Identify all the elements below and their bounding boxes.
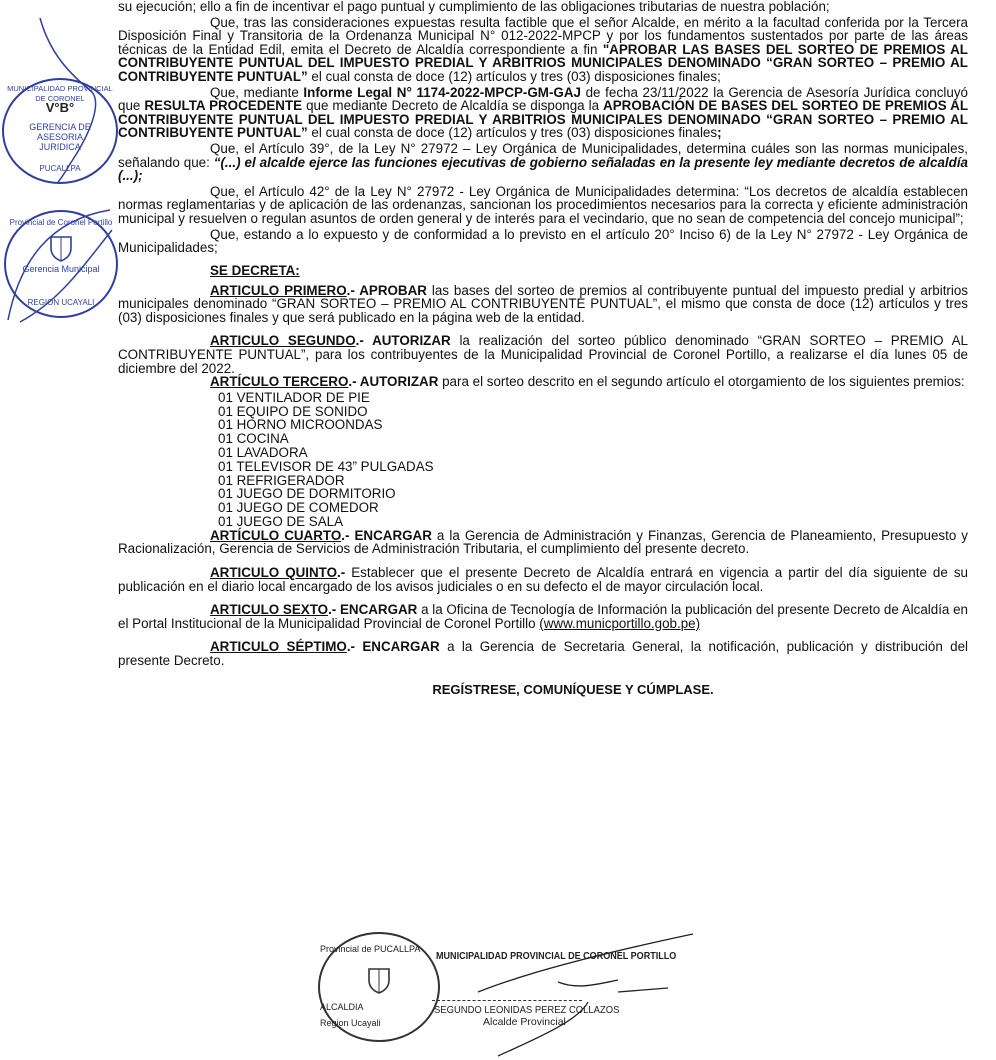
article-quinto: ARTICULO QUINTO.- Establecer que el presente Decreto de Alcaldía entrará en vigencia a partir del día siguiente de su publicación en el diario local encargado de los avisos judiciales o en su defecto el de mayor circulación local. bbox=[118, 565, 968, 594]
paragraph-intro: su ejecución; ello a fin de incentivar el pago puntual y cumplimiento de las obligaciones tributarias de nuestra población; bbox=[118, 0, 830, 14]
list-item: 01 HORNO MICROONDAS bbox=[218, 417, 383, 433]
list-item: 01 REFRIGERADOR bbox=[218, 472, 345, 488]
list-item: 01 JUEGO DE DORMITORIO bbox=[218, 486, 396, 502]
paragraph-article-39: Que, el Artículo 39°, de la Ley N° 27972 – Ley Orgánica de Municipalidades, determina cuáles son las normas municipales, señalando que: “(...) el alcalde ejerce las funciones ejecutivas de gobierno señaladas en la presente ley mediante decretos de alcaldía (...); bbox=[118, 140, 968, 184]
list-item: 01 VENTILADOR DE PIE bbox=[218, 389, 370, 405]
seal-ring-top: Provincial de Coronel Portillo bbox=[9, 218, 113, 227]
paragraph-considerations: Que, tras las consideraciones expuestas resulta factible que el señor Alcalde, en mérito a la facultad conferida por la Tercera Disposición Final y Transitoria de la Ordenanza Municipal N° 012-2022-MPCP y por los fundamentos sustentados por parte de las áreas técnicas de la Entidad Edil, emita el Decreto de Alcaldía correspondiente a fin "APROBAR LAS BASES DEL SORTEO DE PREMIOS AL CONTRIBUYENTE PUNTUAL DEL IMPUESTO PREDIAL Y ARBITRIOS MUNICIPALES DENOMINADO “GRAN SORTEO – PREMIO AL CONTRIBUYENTE PUNTUAL” el cual consta de doce (12) artículos y tres (03) disposiciones finales; bbox=[118, 14, 968, 84]
signatory-role: Alcalde Provincial bbox=[483, 1016, 566, 1028]
signature-block bbox=[318, 932, 698, 1060]
seal-line-3: JURIDICA bbox=[39, 142, 81, 152]
seal-line-1: Gerencia Municipal bbox=[22, 264, 100, 274]
seal-line-1: GERENCIA DE bbox=[29, 122, 91, 132]
article-segundo: ARTICULO SEGUNDO.- AUTORIZAR la realización del sorteo público denominado “GRAN SORTEO – PREMIO AL CONTRIBUYENTE PUNTUAL”, para los contribuyentes de la Municipalidad Provincial de Coronel Portillo, a realizarse el día lunes 05 de diciembre del 2022. bbox=[118, 333, 968, 376]
signature-institution: MUNICIPALIDAD PROVINCIAL DE CORONEL PORTILLO bbox=[436, 950, 677, 962]
prize-list bbox=[118, 391, 968, 529]
seal-ring-bottom: PUCALLPA bbox=[39, 164, 81, 173]
article-tercero: ARTÍCULO TERCERO.- AUTORIZAR para el sorteo descrito en el segundo artículo el otorgamiento de los siguientes premios: bbox=[210, 374, 965, 390]
coat-of-arms-icon bbox=[366, 966, 392, 994]
document-body bbox=[118, 0, 968, 697]
paragraph-conformity: Que, estando a lo expuesto y de conformidad a lo previsto en el artículo 20° Inciso 6) de la Ley N° 27972 - Ley Orgánica de Municipalidades; bbox=[118, 226, 968, 256]
seal-ring-bottom: REGION UCAYALI bbox=[27, 298, 95, 307]
stamp-mid: ALCALDIA bbox=[320, 1002, 364, 1012]
list-item: 01 JUEGO DE COMEDOR bbox=[218, 500, 379, 516]
article-sexto: ARTICULO SEXTO.- ENCARGAR a la Oficina de Tecnología de Información la publicación del presente Decreto de Alcaldía en el Portal Institucional de la Municipalidad Provincial de Coronel Portillo (www.municportillo.gob.pe) bbox=[118, 602, 969, 631]
signature-line bbox=[432, 1000, 582, 1001]
website-link[interactable]: (www.municportillo.gob.pe) bbox=[539, 615, 701, 631]
list-item: 01 LAVADORA bbox=[218, 445, 308, 461]
closing-formula: REGÍSTRESE, COMUNÍQUESE Y CÚMPLASE. bbox=[432, 681, 714, 697]
list-item: 01 TELEVISOR DE 43” PULGADAS bbox=[218, 458, 434, 474]
article-septimo: ARTICULO SÉPTIMO.- ENCARGAR a la Gerencia de Secretaria General, la notificación, publicación y distribución del presente Decreto. bbox=[118, 639, 968, 668]
seal-line-2: ASESORIA bbox=[36, 132, 83, 142]
article-primero: ARTICULO PRIMERO.- APROBAR las bases del sorteo de premios al contribuyente puntual del impuesto predial y arbitrios municipales denominado “GRAN SORTEO – PREMIO AL CONTRIBUYENTE PUNTUAL”, el mismo que consta de doce (12) artículos y tres (03) disposiciones finales y que será publicado en la página web de la entidad. bbox=[118, 282, 968, 325]
stamp-ring-top: Provincial de PUCALLPA bbox=[320, 944, 421, 954]
handwritten-mark bbox=[0, 200, 120, 330]
handwritten-mark bbox=[30, 14, 110, 184]
signatory-name: SEGUNDO LEONIDAS PEREZ COLLAZOS bbox=[434, 1004, 620, 1016]
article-cuarto: ARTÍCULO CUARTO.- ENCARGAR a la Gerencia de Administración y Finanzas, Gerencia de Planeamiento, Presupuesto y Racionalización, Gerencia de Servicios de Administración Tributaria, el cumplimiento del presente decreto. bbox=[118, 527, 969, 557]
list-item: 01 COCINA bbox=[218, 431, 289, 447]
list-item: 01 JUEGO DE SALA bbox=[218, 514, 344, 530]
decree-heading: SE DECRETA: bbox=[210, 262, 300, 278]
stamp-ring-bottom: Region Ucayali bbox=[320, 1018, 381, 1028]
seal-vb-mark: V°B° bbox=[45, 100, 75, 115]
paragraph-legal-report: Que, mediante Informe Legal N° 1174-2022-MPCP-GM-GAJ de fecha 23/11/2022 la Gerencia de Asesoría Jurídica concluyó que RESULTA PROCEDENTE que mediante Decreto de Alcaldía se disponga la APROBACIÓN DE BASES DEL SORTEO DE PREMIOS AL CONTRIBUYENTE PUNTUAL DEL IMPUESTO PREDIAL Y ARBITRIOS MUNICIPALES DENOMINADO “GRAN SORTEO – PREMIO AL CONTRIBUYENTE PUNTUAL” el cual consta de doce (12) artículos y tres (03) disposiciones finales; bbox=[118, 84, 969, 141]
seal-ring-top: MUNICIPALIDAD PROVINCIAL DE CORONEL bbox=[7, 84, 113, 103]
handwritten-signature bbox=[468, 932, 698, 1060]
list-item: 01 EQUIPO DE SONIDO bbox=[218, 403, 368, 419]
alcaldia-stamp bbox=[318, 932, 440, 1042]
paragraph-article-42: Que, el Artículo 42° de la Ley N° 27972 - Ley Orgánica de Municipalidades determina: “Los decretos de alcaldía establecen normas reglamentarias y de aplicación de las ordenanzas, sancionan los procedimientos necesarios para la correcta y eficiente administración municipal y resuelven o regulan asuntos de orden general y de interés para el vecindario, que no sean de competencia del concejo municipal”; bbox=[118, 183, 968, 226]
